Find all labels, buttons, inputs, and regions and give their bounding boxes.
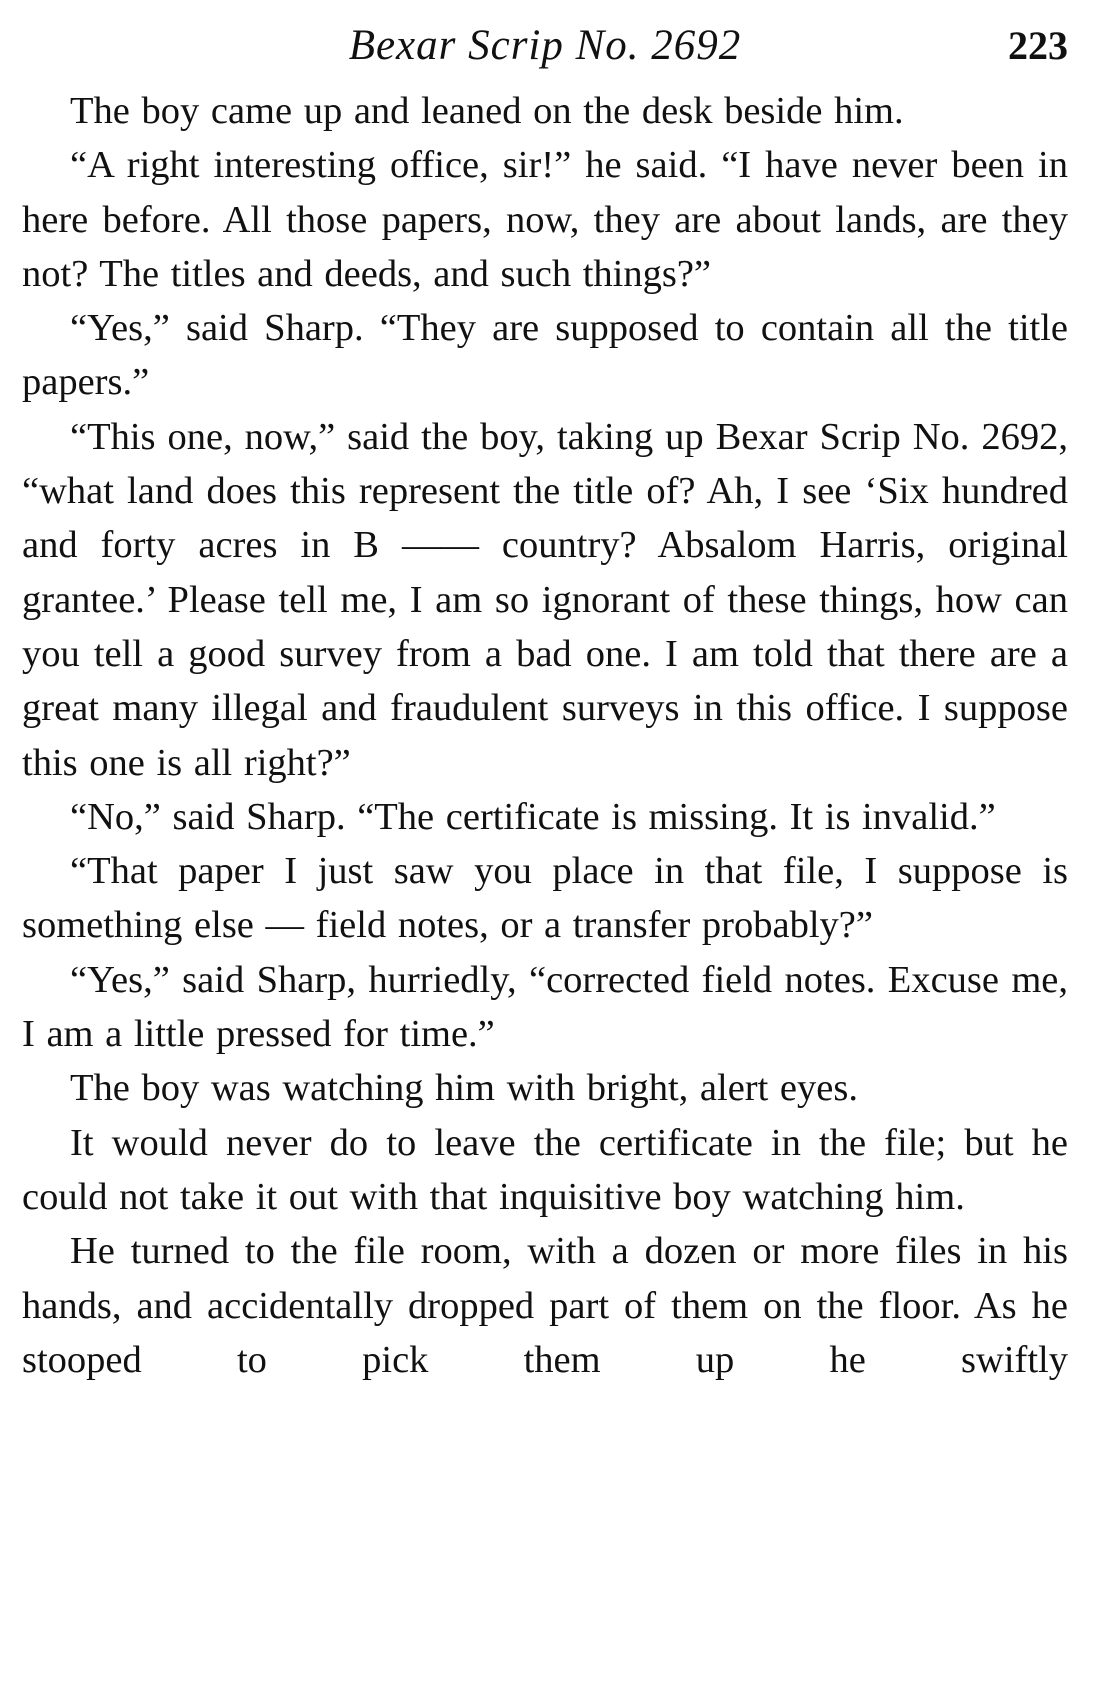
paragraph: The boy came up and leaned on the desk beside him. [70,90,904,132]
paragraph: It would never do to leave the certificate in the file; but he could not take it out with that inquisitive boy watching him. [22,1121,1068,1218]
paragraph: The boy was watching him with bright, alert eyes. [70,1067,858,1110]
paragraph: “This one, now,” said the boy, taking up Bexar Scrip No. 2692, “what land does this represent the title of? Ah, I see ‘Six hundred and forty acres in B —— country? Absalom Harris, original grantee.’ Please tell me, I am so ignorant of these things, how can you tell a good survey from a bad one. I am told that there are a great many illegal and fraudulent surveys in this office. I suppose this one is all right?” [22,415,1068,784]
book-page [22,14,1068,1674]
paragraph: “No,” said Sharp. “The certificate is missing. It is invalid.” [70,795,996,838]
paragraph: “That paper I just saw you place in that file, I suppose is something else — field notes, or a transfer probably?” [22,850,1068,947]
paragraph: “A right interesting office, sir!” he said. “I have never been in here before. All those papers, now, they are about lands, are they not? The titles and deeds, and such things?” [22,144,1068,295]
page-number: 223 [1008,23,1068,68]
paragraph: He turned to the file room, with a dozen or more files in his hands, and accidentally dropped part of them on the floor. As he stooped to pick them up he swiftly [22,1230,1068,1381]
paragraph: “Yes,” said Sharp, hurriedly, “corrected field notes. Excuse me, I am a little pressed for time.” [22,958,1068,1056]
running-head [22,14,1068,84]
body-text [22,84,1068,1387]
chapter-title: Bexar Scrip No. 2692 [348,22,742,69]
paragraph: “Yes,” said Sharp. “They are supposed to contain all the title papers.” [22,307,1068,404]
